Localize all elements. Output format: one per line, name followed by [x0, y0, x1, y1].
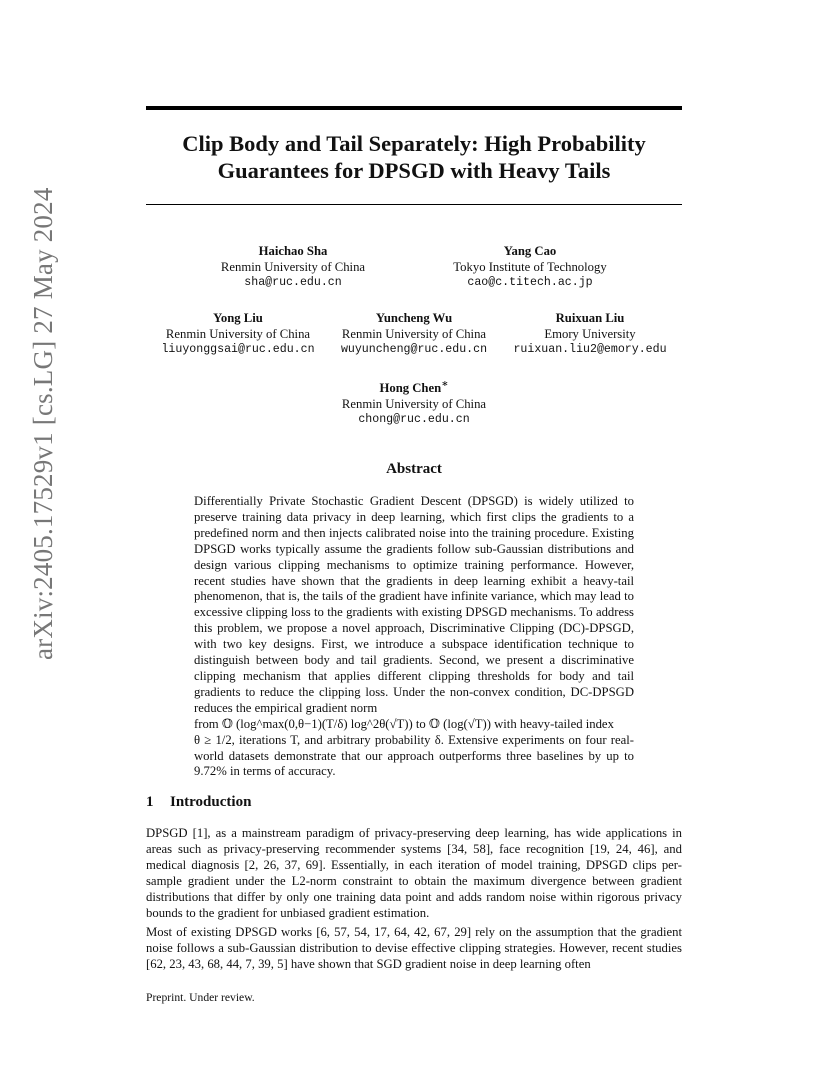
author-email: chong@ruc.edu.cn — [358, 413, 470, 427]
author-name: Hong Chen∗ — [379, 379, 449, 396]
author-block — [430, 243, 630, 291]
author-name: Yang Cao — [503, 244, 557, 258]
abstract-paragraph-end: θ ≥ 1/2, iterations T, and arbitrary probability δ. Extensive experiments on four real-world datasets demonstrate that our approach outperforms three baselines by up to 9.72% in terms of accuracy. — [194, 732, 634, 779]
intro-paragraph-2 — [146, 925, 682, 973]
author-email: wuyuncheng@ruc.edu.cn — [340, 343, 488, 356]
section-title: Introduction — [170, 794, 252, 810]
intro-paragraph-1 — [146, 826, 682, 921]
author-block — [148, 310, 328, 358]
author-affiliation: Tokyo Institute of Technology — [453, 260, 607, 274]
author-email: liuyonggsai@ruc.edu.cn — [161, 343, 315, 356]
author-affiliation: Renmin University of China — [220, 260, 366, 274]
author-block — [324, 310, 504, 358]
abstract-body — [194, 494, 634, 780]
author-affiliation: Renmin University of China — [341, 327, 487, 341]
paper-title — [146, 130, 682, 184]
author-affiliation: Emory University — [544, 327, 636, 341]
title-top-rule — [146, 106, 682, 110]
abstract-heading: Abstract — [386, 461, 442, 477]
arxiv-side-stamp: arXiv:2405.17529v1 [cs.LG] 27 May 2024 — [28, 187, 58, 660]
title-line-1: Clip Body and Tail Separately: High Probability — [182, 131, 646, 156]
title-line-2: Guarantees for DPSGD with Heavy Tails — [217, 158, 611, 183]
intro-paragraph-text: DPSGD [1], as a mainstream paradigm of privacy-preserving deep learning, has wide applications in areas such as privacy-preserving recommender systems [34, 58], face recognition [19, 24, 46], and medical diagnosis [2, 26, 37, 69]. Essentially, in each iteration of model training, DPSGD clips per-sample gradient under the L2-norm constraint to obtain the maximum divergence between gradient distributions that differ by only one training data point and adds random noise within rigorous privacy bounds to the gradient for unbiased gradient estimation. — [146, 826, 682, 920]
abstract-paragraph: Differentially Private Stochastic Gradient Descent (DPSGD) is widely utilized to preserve training data privacy in deep learning, which first clips the gradients to a predefined norm and then injects calibrated noise into the training procedure. Existing DPSGD works typically assume the gradients follow sub-Gaussian distributions and design various clipping mechanisms to optimize training performance. However, recent studies have shown that the gradients in deep learning exhibit a heavy-tail phenomenon, that is, the tails of the gradient have infinite variance, which may lead to excessive clipping loss to the gradients with existing DPSGD mechanisms. To address this problem, we propose a novel approach, Discriminative Clipping (DC)-DPSGD, with two key designs. First, we introduce a subspace identification technique to distinguish between body and tail gradients. Second, we present a discriminative clipping mechanism that applies different clipping thresholds for body and tail gradients to reduce the clipping loss. Under the non-convex condition, DC-DPSGD reduces the empirical gradient norm — [194, 494, 634, 715]
author-name: Haichao Sha — [258, 244, 328, 258]
title-bottom-rule — [146, 204, 682, 205]
author-block — [193, 243, 393, 291]
author-block — [500, 310, 680, 358]
author-name: Ruixuan Liu — [555, 311, 625, 325]
author-email: ruixuan.liu2@emory.edu — [513, 343, 667, 356]
author-email: cao@c.titech.ac.jp — [467, 276, 593, 289]
author-affiliation: Renmin University of China — [341, 397, 487, 412]
author-name: Yuncheng Wu — [375, 311, 453, 325]
author-affiliation: Renmin University of China — [165, 327, 311, 341]
author-email: sha@ruc.edu.cn — [244, 276, 342, 289]
intro-paragraph-text: Most of existing DPSGD works [6, 57, 54, 17, 64, 42, 67, 29] rely on the assumption that the gradient noise follows a sub-Gaussian distribution to devise effective clipping strategies. However, recent studies [62, 23, 43, 68, 44, 7, 39, 5] have shown that SGD gradient noise in deep learning often — [146, 925, 682, 971]
author-name: Yong Liu — [213, 311, 263, 325]
page-footer: Preprint. Under review. — [146, 991, 255, 1004]
corresponding-author-mark: ∗ — [441, 379, 449, 390]
abstract-math-line: from 𝕆 (log^max(0,θ−1)(T/δ) log^2θ(√T)) to 𝕆 (log(√T)) with heavy-tailed index — [194, 716, 614, 731]
section-number: 1 — [146, 794, 154, 810]
section-heading — [146, 794, 251, 811]
author-block — [314, 377, 514, 428]
